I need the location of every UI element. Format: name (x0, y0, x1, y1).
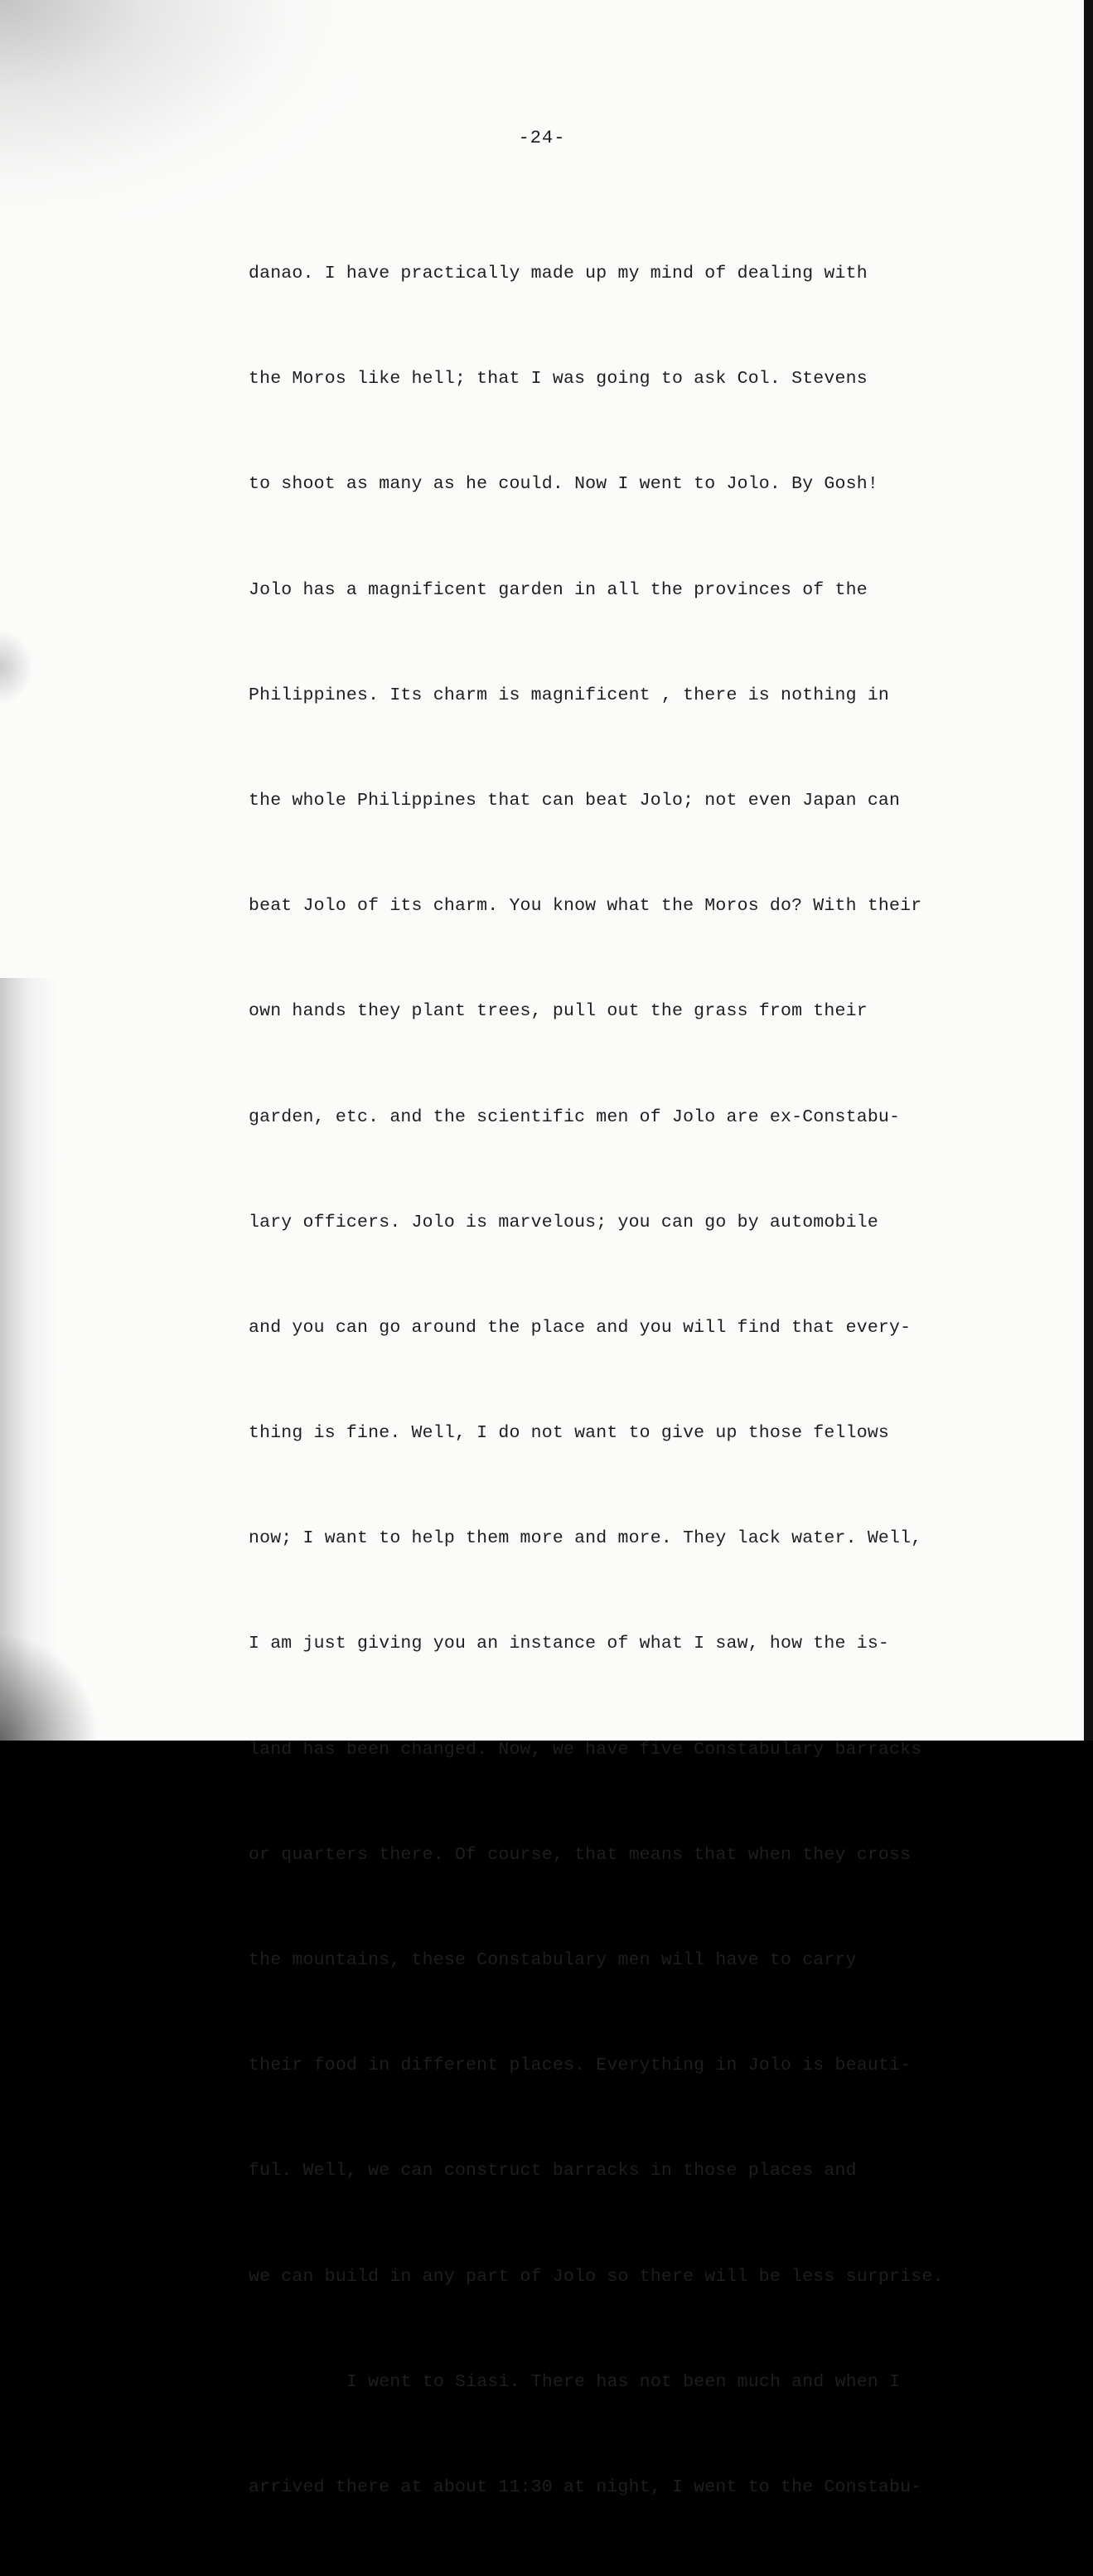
text-line: danao. I have practically made up my mind of dealing with (249, 264, 868, 283)
text-line: I am just giving you an instance of what I saw, how the is- (249, 1634, 890, 1654)
text-line: and you can go around the place and you will find that every- (249, 1317, 912, 1338)
text-line: ful. Well, we can construct barracks in those places and (249, 2161, 857, 2181)
text-line: their food in different places. Everything in Jolo is beauti- (249, 2055, 912, 2076)
page-stain (0, 0, 348, 215)
text-line: own hands they plant trees, pull out the grass from their (249, 1001, 868, 1022)
text-line: land has been changed. Now, we have five Constabulary barracks (249, 1739, 922, 1760)
text-line: we can build in any part of Jolo so there will be less surprise. (249, 2266, 944, 2287)
text-line: to shoot as many as he could. Now I went to Jolo. By Gosh! (249, 474, 878, 495)
text-line: thing is fine. Well, I do not want to give up those fellows (249, 1423, 890, 1444)
text-line: now; I want to help them more and more. They lack water. Well, (249, 1528, 922, 1549)
body-text (249, 217, 1011, 2576)
text-line: Jolo has a magnificent garden in all the provinces of the (249, 579, 868, 600)
page-stain (0, 978, 58, 1741)
text-line: I went to Siasi. There has not been much and when I (346, 2371, 901, 2392)
scan-edge (1084, 0, 1093, 1741)
page-stain (0, 1633, 99, 1741)
text-line: or quarters there. Of course, that means that when they cross (249, 1844, 912, 1865)
text-line: lary officers. Jolo is marvelous; you can go by automobile (249, 1212, 878, 1232)
text-line: garden, etc. and the scientific men of Jolo are ex-Constabu- (249, 1106, 901, 1127)
text-line: the mountains, these Constabulary men will have to carry (249, 1950, 857, 1970)
text-line: arrived there at about 11:30 at night, I went to the Constabu- (249, 2477, 922, 2497)
text-line: Philippines. Its charm is magnificent , there is nothing in (249, 685, 890, 705)
text-line: the whole Philippines that can beat Jolo; not even Japan can (249, 790, 901, 811)
text-line: beat Jolo of its charm. You know what the Moros do? With their (249, 896, 922, 917)
text-line: the Moros like hell; that I was going to ask Col. Stevens (249, 369, 868, 390)
page-number: -24- (518, 128, 566, 148)
page-stain (0, 630, 33, 705)
